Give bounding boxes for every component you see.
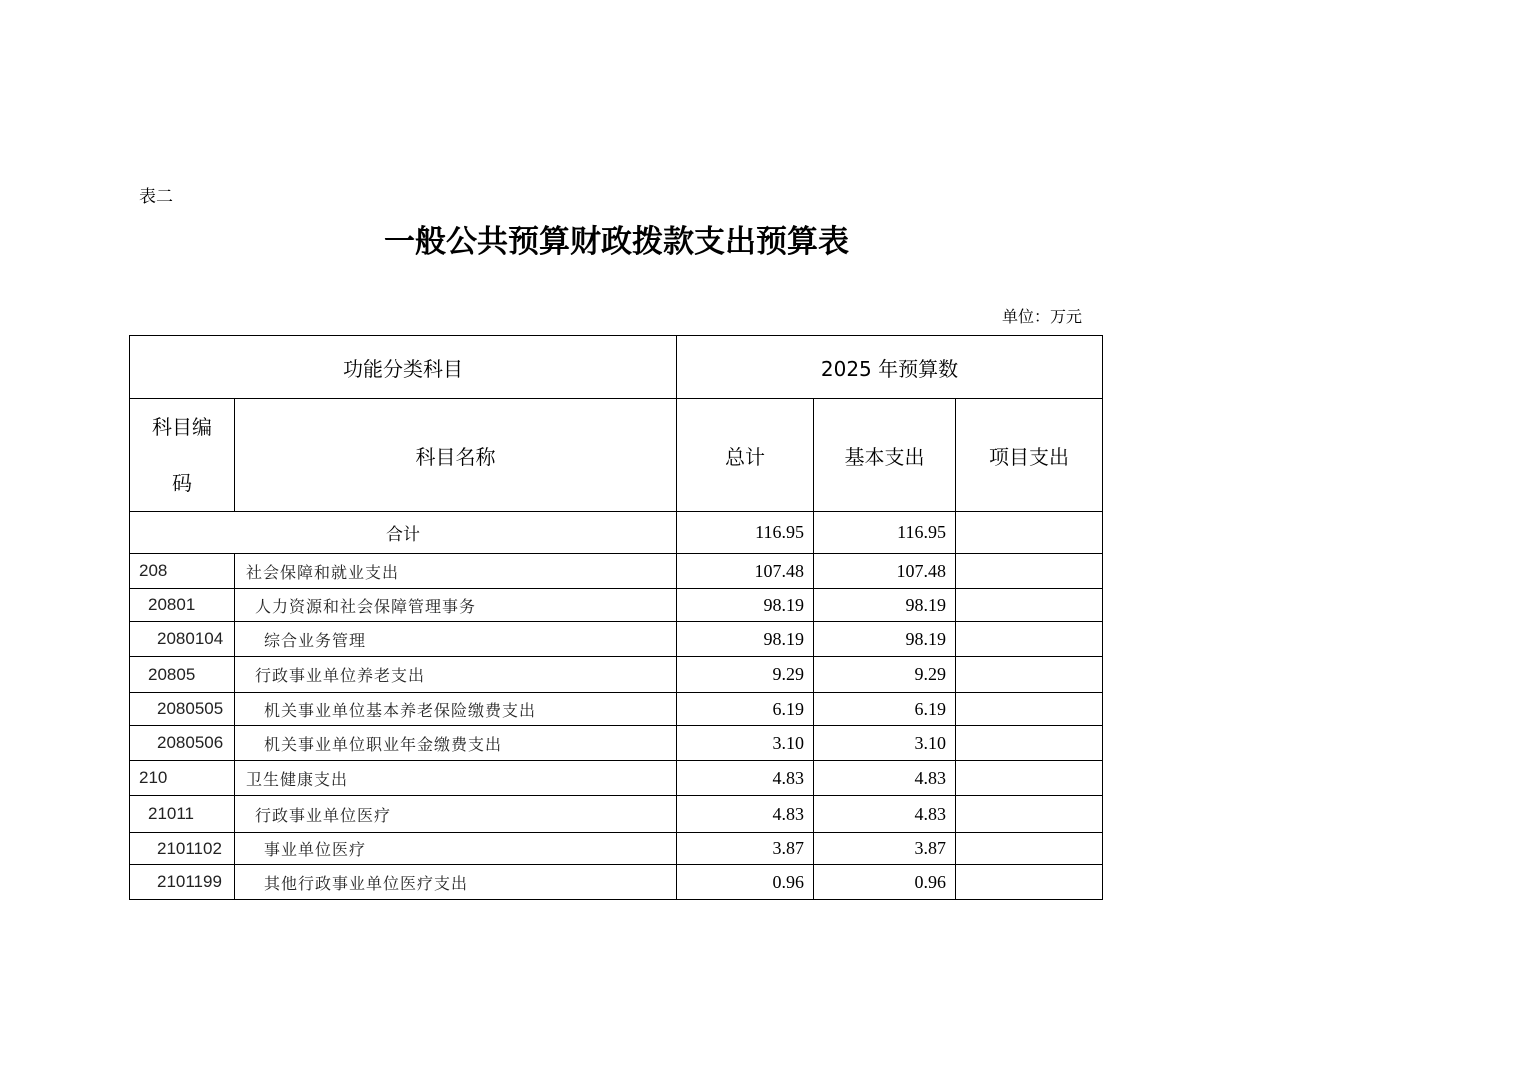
row-basic: 0.96 [814, 865, 956, 900]
total-row [130, 512, 1103, 554]
row-total: 3.10 [677, 726, 814, 761]
row-basic: 9.29 [814, 657, 956, 693]
row-total: 98.19 [677, 622, 814, 657]
table-row [130, 554, 1103, 589]
page-title: 一般公共预算财政拨款支出预算表 [384, 224, 849, 260]
row-name: 综合业务管理 [235, 622, 677, 657]
row-name: 社会保障和就业支出 [235, 554, 677, 589]
row-basic: 107.48 [814, 554, 956, 589]
row-total: 9.29 [677, 657, 814, 693]
row-total: 98.19 [677, 589, 814, 622]
row-project [956, 865, 1103, 900]
row-basic: 3.87 [814, 833, 956, 865]
budget-table [129, 335, 1103, 900]
row-project [956, 589, 1103, 622]
row-code: 2080505 [130, 693, 235, 726]
header-total: 总计 [677, 399, 814, 512]
row-name: 行政事业单位养老支出 [235, 657, 677, 693]
header-columns-row [130, 399, 1103, 512]
row-basic: 98.19 [814, 622, 956, 657]
header-subject-code: 科目编码 [130, 399, 235, 512]
row-code: 2080104 [130, 622, 235, 657]
total-row-project [956, 512, 1103, 554]
row-name: 行政事业单位医疗 [235, 796, 677, 833]
table-row [130, 693, 1103, 726]
row-project [956, 554, 1103, 589]
row-code: 2080506 [130, 726, 235, 761]
row-basic: 4.83 [814, 796, 956, 833]
header-subject-name: 科目名称 [235, 399, 677, 512]
table-row [130, 761, 1103, 796]
row-code: 2101199 [130, 865, 235, 900]
row-total: 0.96 [677, 865, 814, 900]
header-basic-expenditure: 基本支出 [814, 399, 956, 512]
row-project [956, 657, 1103, 693]
row-name: 机关事业单位职业年金缴费支出 [235, 726, 677, 761]
header-budget-year: 2025 年预算数 [677, 336, 1103, 399]
row-code: 2101102 [130, 833, 235, 865]
row-code: 208 [130, 554, 235, 589]
table-row [130, 833, 1103, 865]
header-project-expenditure: 项目支出 [956, 399, 1103, 512]
row-name: 卫生健康支出 [235, 761, 677, 796]
table-row [130, 796, 1103, 833]
table-row [130, 589, 1103, 622]
unit-label: 单位：万元 [1002, 307, 1083, 326]
row-total: 4.83 [677, 761, 814, 796]
table-row [130, 726, 1103, 761]
row-project [956, 796, 1103, 833]
total-label: 合计 [130, 512, 677, 554]
row-name: 机关事业单位基本养老保险缴费支出 [235, 693, 677, 726]
table-row [130, 657, 1103, 693]
row-total: 3.87 [677, 833, 814, 865]
row-name: 事业单位医疗 [235, 833, 677, 865]
row-total: 6.19 [677, 693, 814, 726]
row-code: 20801 [130, 589, 235, 622]
row-basic: 98.19 [814, 589, 956, 622]
table-row [130, 622, 1103, 657]
row-code: 20805 [130, 657, 235, 693]
row-basic: 6.19 [814, 693, 956, 726]
table-number-label: 表二 [139, 187, 173, 207]
row-name: 人力资源和社会保障管理事务 [235, 589, 677, 622]
row-project [956, 833, 1103, 865]
row-basic: 3.10 [814, 726, 956, 761]
row-code: 210 [130, 761, 235, 796]
row-project [956, 622, 1103, 657]
header-functional-category: 功能分类科目 [130, 336, 677, 399]
row-project [956, 726, 1103, 761]
row-project [956, 761, 1103, 796]
row-project [956, 693, 1103, 726]
header-group-row [130, 336, 1103, 399]
row-total: 4.83 [677, 796, 814, 833]
table-row [130, 865, 1103, 900]
row-total: 107.48 [677, 554, 814, 589]
row-code: 21011 [130, 796, 235, 833]
total-row-total: 116.95 [677, 512, 814, 554]
row-name: 其他行政事业单位医疗支出 [235, 865, 677, 900]
total-row-basic: 116.95 [814, 512, 956, 554]
row-basic: 4.83 [814, 761, 956, 796]
